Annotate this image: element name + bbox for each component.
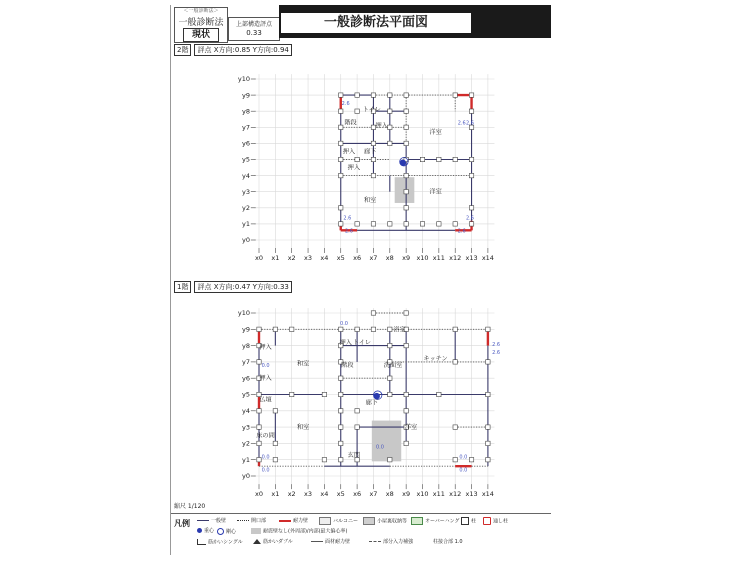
column-node (453, 458, 457, 462)
floor1-plan (171, 293, 551, 501)
upper-score-box (228, 17, 280, 41)
column-node (371, 93, 375, 97)
column-node (371, 222, 375, 226)
through-column-swatch (483, 517, 491, 525)
brace-single-swatch (197, 539, 206, 545)
x-tick-label: x2 (287, 254, 296, 263)
y-tick-label: y7 (242, 123, 251, 132)
wall-value-label: 2.6 (457, 120, 466, 127)
x-tick-label: x12 (449, 254, 462, 263)
column-node (404, 311, 408, 315)
page-title: 一般診断法平面図 (281, 13, 471, 33)
room-label: 玄関 (347, 451, 361, 459)
column-node (453, 360, 457, 364)
legend-label: オーバーハング (425, 518, 460, 525)
partial-input-swatch (369, 541, 381, 542)
column-node (469, 157, 473, 161)
column-node (355, 425, 359, 429)
column-node (388, 141, 392, 145)
column-node (404, 441, 408, 445)
column-node (469, 206, 473, 210)
column-node (404, 190, 408, 194)
column-node (371, 141, 375, 145)
drawing-sheet (170, 5, 551, 555)
legend-center-rigidity (217, 528, 236, 536)
column-node (371, 157, 375, 161)
column-node (273, 458, 277, 462)
legend-label: 小屋裏収納等 (377, 518, 408, 525)
legend-label: 面材耐力壁 (325, 539, 351, 545)
legend-label: 柱 (471, 518, 477, 525)
method-name: 一般診断法 (178, 18, 224, 28)
room-label: 床の間 (256, 432, 275, 440)
y-tick-label: y10 (237, 309, 251, 318)
column-node (339, 376, 343, 380)
column-node (404, 173, 408, 177)
legend-label: 剛心 (226, 529, 237, 535)
floor2-tag: 2階 (174, 44, 191, 56)
column-node (404, 222, 408, 226)
column-node (486, 425, 490, 429)
column-node (486, 360, 490, 364)
room-label: 押入 (375, 122, 388, 130)
column-node (469, 458, 473, 462)
column-node (355, 409, 359, 413)
legend-center-gravity (197, 528, 214, 535)
column-node (404, 125, 408, 129)
floor2-header (174, 44, 292, 54)
column-node (404, 141, 408, 145)
y-tick-label: y2 (242, 204, 251, 212)
legend-label: 筋かいシングル (208, 539, 243, 546)
x-tick-label: x13 (465, 254, 478, 263)
column-node (437, 392, 441, 396)
column-node (355, 157, 359, 161)
legend-no-wall-area (251, 528, 348, 536)
column-node (469, 173, 473, 177)
room-label: 押入 (339, 339, 352, 347)
wall-value-label: 0.0 (459, 467, 468, 474)
room-label: 押入 (347, 164, 361, 172)
column-node (388, 458, 392, 462)
legend-label: 耐震壁なし(外周部)/内部(最大偏心率) (263, 528, 348, 535)
overhang-swatch (411, 517, 423, 525)
wall-value-label: 0.0 (261, 454, 270, 461)
x-tick-label: x1 (271, 254, 280, 263)
x-tick-label: x10 (416, 490, 429, 499)
column-node (257, 458, 261, 462)
y-tick-label: y0 (242, 236, 251, 245)
legend-label: 重心 (204, 528, 215, 534)
legend-general-wall (197, 518, 226, 525)
column-node (339, 441, 343, 445)
x-tick-label: x4 (320, 490, 329, 499)
legend-partial-input (369, 539, 413, 546)
x-tick-label: x11 (432, 254, 445, 263)
wall-value-label: 2.6 (343, 215, 352, 222)
y-tick-label: y4 (242, 171, 251, 180)
column-node (469, 109, 473, 113)
column-node (290, 327, 294, 331)
x-tick-label: x14 (481, 490, 494, 499)
column-node (257, 441, 261, 445)
wall-value-label: 2.6 (465, 120, 474, 127)
wall-value-label: 2.6 (492, 341, 501, 348)
y-tick-label: y2 (242, 439, 251, 448)
column-node (453, 157, 457, 161)
x-tick-label: x8 (385, 254, 394, 263)
x-tick-label: x10 (416, 254, 429, 263)
column-node (355, 222, 359, 226)
column-node (339, 109, 343, 113)
x-tick-label: x5 (336, 254, 345, 263)
column-node (453, 327, 457, 331)
column-node (404, 409, 408, 413)
column-node (469, 222, 473, 226)
legend-brace-double (253, 539, 293, 546)
y-tick-label: y5 (242, 155, 251, 164)
y-tick-label: y9 (242, 325, 251, 334)
legend-label: 柱接合部 1.0 (433, 539, 463, 545)
x-tick-label: x0 (255, 254, 263, 263)
y-tick-label: y3 (242, 187, 251, 196)
column-node (257, 425, 261, 429)
column-node (257, 327, 261, 331)
column-node (273, 409, 277, 413)
column-node (437, 157, 441, 161)
x-tick-label: x3 (304, 254, 313, 263)
legend-opening (237, 518, 266, 525)
column-node (371, 311, 375, 315)
column-node (388, 222, 392, 226)
room-label: 和室 (296, 360, 310, 368)
scale-note: 縮尺 1/120 (174, 503, 206, 510)
y-tick-label: y7 (242, 358, 251, 367)
title-block (171, 5, 551, 42)
y-tick-label: y3 (242, 423, 251, 432)
column-node (322, 458, 326, 462)
legend-column (461, 517, 476, 526)
legend-label: 開口部 (251, 518, 267, 524)
legend-panel-wall (311, 539, 350, 546)
wall-value-label: 2.6 (344, 228, 353, 235)
room-label: トイレ (362, 106, 381, 114)
wall-value-label: 2.6 (341, 101, 350, 108)
y-tick-label: y9 (242, 91, 251, 100)
legend-joint (433, 539, 463, 546)
no-wall-area-swatch (251, 528, 261, 534)
general-wall-swatch (197, 520, 209, 521)
column-node (486, 327, 490, 331)
column-node (486, 441, 490, 445)
column-node (486, 458, 490, 462)
x-tick-label: x7 (369, 254, 378, 263)
panel-wall-swatch (311, 541, 323, 542)
method-box (174, 7, 228, 43)
legend-through-column (483, 517, 508, 526)
floor1-header (174, 281, 292, 291)
wall-value-label: 0.0 (376, 444, 384, 451)
y-tick-label: y6 (242, 374, 251, 383)
room-label: 洋室 (429, 129, 442, 137)
column-node (404, 343, 408, 347)
balcony-swatch (319, 517, 331, 525)
column-node (257, 360, 261, 364)
column-node (339, 458, 343, 462)
column-node (388, 125, 392, 129)
floor1-score: 評点 X方向:0.47 Y方向:0.33 (194, 281, 291, 293)
x-tick-label: x6 (353, 490, 362, 499)
room-label: 押入 (259, 375, 272, 383)
x-tick-label: x6 (353, 254, 362, 263)
x-tick-label: x9 (402, 490, 411, 499)
room-label: 仏壇 (259, 396, 272, 404)
column-node (420, 157, 424, 161)
legend-label: バルコニー (333, 518, 359, 525)
floor2-score: 評点 X方向:0.85 Y方向:0.94 (194, 44, 291, 56)
room-label: トイレ (352, 339, 372, 347)
room-label: 押入 (259, 344, 272, 352)
x-tick-label: x0 (255, 490, 263, 499)
y-tick-label: y1 (242, 455, 251, 464)
bearing-wall-swatch (279, 520, 291, 522)
center-rigidity-swatch (217, 528, 224, 535)
x-tick-label: x3 (304, 490, 313, 499)
x-tick-label: x13 (465, 490, 478, 499)
wall-value-label: 0.0 (261, 467, 270, 474)
attic-swatch (363, 517, 375, 525)
x-tick-label: x1 (271, 490, 280, 499)
x-tick-label: x9 (402, 254, 411, 263)
room-label: 洋室 (404, 424, 418, 432)
column-node (404, 392, 408, 396)
column-node (404, 206, 408, 210)
column-node (469, 93, 473, 97)
legend-overhang (411, 517, 459, 526)
legend-label: 部分入力補強 (383, 539, 414, 545)
y-tick-label: y8 (242, 341, 251, 350)
wall-value-label: 2.6 (457, 228, 466, 235)
column-node (388, 343, 392, 347)
column-node (273, 327, 277, 331)
legend-label: 通し柱 (493, 518, 509, 525)
legend-label: 筋かいダブル (263, 539, 293, 545)
column-node (355, 327, 359, 331)
x-tick-label: x7 (369, 490, 378, 499)
room-label: 階段 (344, 119, 357, 127)
room-label: 洗面室 (383, 362, 403, 370)
x-tick-label: x11 (432, 490, 445, 499)
y-tick-label: y1 (242, 220, 251, 229)
column-node (355, 109, 359, 113)
column-node (388, 392, 392, 396)
x-tick-label: x14 (481, 254, 494, 263)
x-tick-label: x12 (449, 490, 462, 499)
legend-attic (363, 517, 407, 526)
brace-double-swatch (253, 539, 261, 544)
legend-label: 耐力壁 (293, 518, 309, 524)
column-node (339, 206, 343, 210)
room-label: 廊下 (363, 148, 377, 156)
legend-brace-single (197, 539, 243, 547)
column-node (290, 392, 294, 396)
wall-value-label: 0.0 (459, 454, 468, 461)
state-badge: 現状 (183, 28, 219, 42)
column-node (339, 93, 343, 97)
wall-value-label: 2.6 (465, 215, 474, 222)
wall-value-label: 2.6 (492, 350, 501, 357)
column-node (257, 409, 261, 413)
column-node (404, 109, 408, 113)
y-tick-label: y5 (242, 390, 251, 399)
opening-swatch (237, 520, 249, 521)
column-node (404, 93, 408, 97)
y-tick-label: y4 (242, 407, 251, 415)
column-node (322, 392, 326, 396)
x-tick-label: x8 (385, 490, 394, 499)
center-gravity-swatch (197, 528, 202, 533)
legend-bearing-wall (279, 518, 308, 525)
room-label: 和室 (296, 424, 310, 432)
column-node (437, 222, 441, 226)
column-node (339, 425, 343, 429)
floor2-plan (171, 57, 551, 287)
room-label: 階段 (341, 362, 354, 370)
room-label: 廊下 (365, 399, 379, 407)
column-node (388, 327, 392, 331)
y-tick-label: y6 (242, 139, 251, 148)
upper-score-value: 0.33 (246, 29, 262, 37)
room-label: 押入 (342, 148, 356, 156)
legend-label: 一般壁 (211, 518, 227, 524)
method-small-label: ＜一般診断法＞ (183, 8, 219, 14)
x-tick-label: x2 (287, 490, 296, 499)
room-label: 洋室 (429, 188, 442, 196)
room-label: 和室 (363, 196, 377, 204)
legend (171, 513, 551, 556)
wall-value-label: 0.0 (340, 320, 348, 327)
column-node (388, 376, 392, 380)
column-node (339, 327, 343, 331)
column-node (388, 109, 392, 113)
column-node (339, 125, 343, 129)
room-label: 浴室 (393, 326, 406, 334)
column-node (420, 222, 424, 226)
x-tick-label: x5 (336, 490, 345, 499)
upper-score-label: 上部構造評点 (235, 21, 272, 28)
column-node (339, 141, 343, 145)
room-label: キッチン (423, 355, 448, 363)
column-node (339, 409, 343, 413)
column-node (453, 93, 457, 97)
wall-value-label: 0.0 (261, 363, 270, 370)
legend-title: 凡例 (174, 519, 190, 528)
column-node (371, 327, 375, 331)
x-tick-label: x4 (320, 254, 329, 263)
y-tick-label: y10 (237, 75, 251, 84)
column-node (339, 173, 343, 177)
column-swatch (461, 517, 469, 525)
y-tick-label: y0 (242, 472, 251, 481)
legend-balcony (319, 517, 358, 526)
y-tick-label: y8 (242, 107, 251, 116)
column-node (486, 392, 490, 396)
column-node (339, 222, 343, 226)
column-node (355, 93, 359, 97)
column-node (371, 173, 375, 177)
column-node (388, 93, 392, 97)
floor1-tag: 1階 (174, 281, 191, 293)
column-node (339, 392, 343, 396)
column-node (453, 222, 457, 226)
column-node (453, 425, 457, 429)
column-node (273, 441, 277, 445)
column-node (339, 157, 343, 161)
